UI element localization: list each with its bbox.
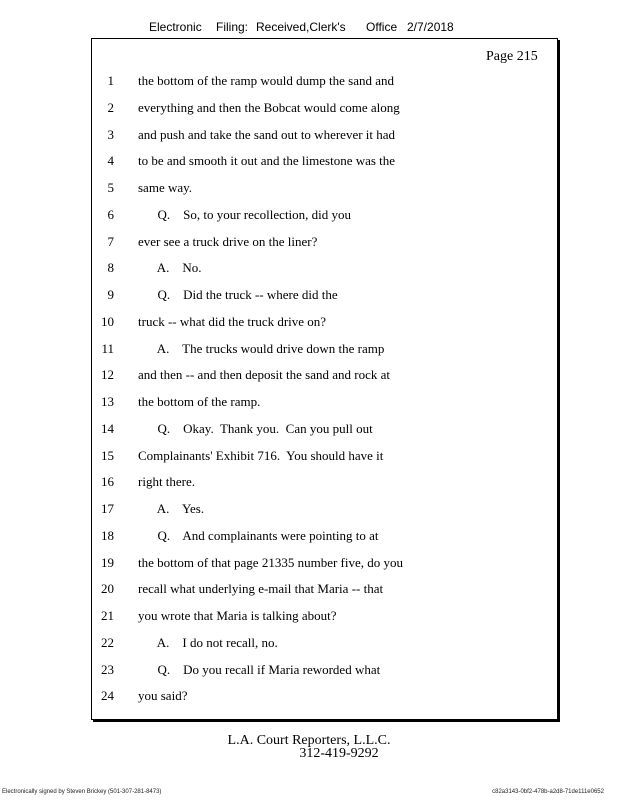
line-number: 14 [101, 420, 114, 436]
line-number: 11 [101, 340, 114, 356]
transcript-line [0, 367, 618, 385]
transcript-line [0, 100, 618, 118]
line-text: the bottom of that page 21335 number five, do you [138, 554, 404, 570]
line-number: 13 [101, 394, 114, 409]
line-text: Q. So, to your recollection, did you [138, 206, 352, 222]
line-text: Q. Okay. Thank you. Can you pull out [138, 420, 373, 436]
line-number: 20 [101, 581, 114, 597]
line-text: the bottom of the ramp would dump the sand and [138, 73, 394, 88]
line-number: 7 [107, 233, 114, 249]
transcript-line [0, 635, 618, 653]
filing-stamp-header [0, 20, 618, 36]
line-number: 5 [107, 180, 114, 195]
line-number: 22 [101, 634, 114, 650]
header-office: Office [366, 20, 398, 34]
line-number: 1 [107, 73, 114, 88]
line-text: truck -- what did the truck drive on? [138, 313, 327, 329]
transcript-line [0, 127, 618, 145]
line-text: A. Yes. [138, 501, 205, 516]
line-text: you said? [138, 688, 188, 704]
transcript-line [0, 180, 618, 198]
line-text: same way. [138, 180, 193, 195]
transcript-line [0, 448, 618, 466]
transcript-line [0, 608, 618, 626]
line-number: 2 [107, 99, 114, 115]
transcript-line [0, 207, 618, 225]
line-text: and push and take the sand out to wherever it had [138, 126, 396, 142]
line-number: 9 [107, 287, 114, 302]
line-number: 21 [101, 608, 114, 623]
line-text: everything and then the Bobcat would come along [138, 99, 400, 115]
transcript-line [0, 341, 618, 359]
transcript-line [0, 581, 618, 599]
transcript-line [0, 234, 618, 252]
document-hash: c82a3143-0bf2-478b-a2d8-71de111e0652 [492, 789, 604, 795]
transcript-line [0, 394, 618, 412]
line-number: 10 [101, 313, 114, 329]
line-text: Q. Did the truck -- where did the [138, 287, 338, 302]
line-number: 8 [107, 260, 114, 276]
line-text: and then -- and then deposit the sand and rock at [138, 367, 390, 383]
footer-company: L.A. Court Reporters, L.L.C. [227, 733, 391, 748]
line-text: Q. Do you recall if Maria reworded what [138, 661, 381, 677]
line-number: 12 [101, 367, 114, 383]
line-text: A. I do not recall, no. [138, 634, 278, 650]
transcript-line [0, 314, 618, 332]
line-text: recall what underlying e-mail that Maria -- that [138, 581, 384, 597]
line-text: ever see a truck drive on the liner? [138, 233, 318, 249]
header-date: 2/7/2018 [407, 20, 454, 34]
transcript-line [0, 528, 618, 546]
transcript-line [0, 73, 618, 91]
transcript-line [0, 662, 618, 680]
transcript-line [0, 421, 618, 439]
transcript-line [0, 260, 618, 278]
header-received: Received,Clerk's [256, 20, 346, 34]
line-number: 19 [101, 554, 114, 570]
line-text: right there. [138, 474, 196, 490]
line-number: 6 [107, 206, 114, 222]
line-text: to be and smooth it out and the limestone was the [138, 153, 396, 169]
electronic-signature: Electronically signed by Steven Brickey (501-307-281-8473) [2, 789, 162, 795]
page-number: Page 215 [486, 49, 538, 64]
line-number: 23 [101, 661, 114, 677]
footer-phone: 312-419-9292 [299, 746, 379, 761]
line-text: A. No. [138, 260, 202, 276]
transcript-line [0, 501, 618, 519]
transcript-line [0, 555, 618, 573]
header-filing: Filing: [216, 20, 249, 34]
line-number: 4 [107, 153, 114, 169]
transcript-line [0, 153, 618, 171]
transcript-line [0, 474, 618, 492]
line-text: Complainants' Exhibit 716. You should have it [138, 447, 384, 463]
transcript-line [0, 287, 618, 305]
line-number: 16 [101, 474, 114, 490]
line-text: the bottom of the ramp. [138, 394, 261, 409]
line-number: 17 [101, 501, 114, 516]
line-text: Q. And complainants were pointing to at [138, 527, 379, 543]
line-number: 18 [101, 527, 114, 543]
line-text: A. The trucks would drive down the ramp [138, 340, 385, 356]
transcript-line [0, 688, 618, 706]
line-number: 24 [101, 688, 114, 704]
header-electronic: Electronic [149, 20, 202, 34]
line-text: you wrote that Maria is talking about? [138, 608, 337, 623]
line-number: 15 [101, 447, 114, 463]
line-number: 3 [107, 126, 114, 142]
